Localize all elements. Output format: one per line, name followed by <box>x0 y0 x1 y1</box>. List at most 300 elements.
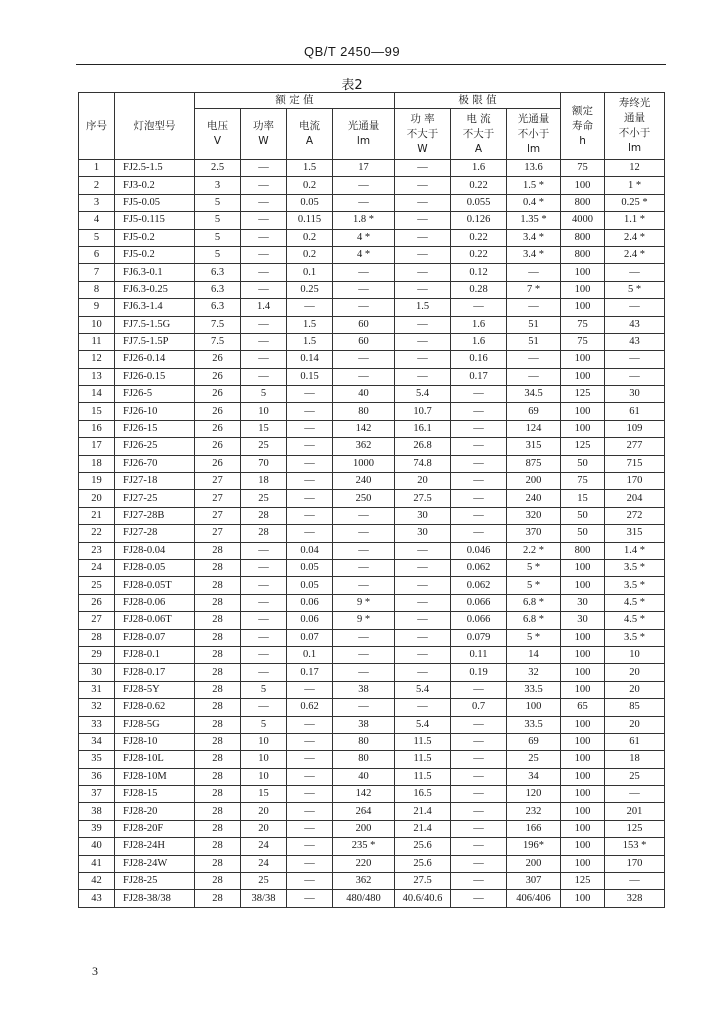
cell-limit-flux: 232 <box>507 803 561 820</box>
cell-seq: 11 <box>79 333 115 350</box>
cell-rated-life: 30 <box>561 594 605 611</box>
cell-rated-life: 15 <box>561 490 605 507</box>
cell-limit-current: 0.22 <box>451 177 507 194</box>
cell-rated-flux: 17 <box>333 160 395 177</box>
cell-rated-power: 5 <box>241 716 287 733</box>
cell-end-flux: 170 <box>605 855 665 872</box>
cell-limit-flux: 6.8 * <box>507 594 561 611</box>
table-row <box>79 490 665 507</box>
cell-limit-power: 20 <box>395 473 451 490</box>
cell-rated-voltage: 26 <box>195 420 241 437</box>
cell-rated-voltage: 6.3 <box>195 264 241 281</box>
cell-limit-current: 1.6 <box>451 316 507 333</box>
cell-model: FJ28-5G <box>115 716 195 733</box>
cell-limit-flux: 3.4 * <box>507 229 561 246</box>
cell-rated-power: 20 <box>241 820 287 837</box>
cell-rated-life: 125 <box>561 873 605 890</box>
cell-model: FJ5-0.2 <box>115 246 195 263</box>
cell-limit-current: — <box>451 681 507 698</box>
cell-limit-power: 30 <box>395 507 451 524</box>
cell-rated-flux: — <box>333 281 395 298</box>
cell-rated-life: 100 <box>561 264 605 281</box>
cell-rated-life: 800 <box>561 194 605 211</box>
cell-limit-current: — <box>451 420 507 437</box>
cell-rated-flux: — <box>333 299 395 316</box>
cell-rated-life: 100 <box>561 664 605 681</box>
cell-rated-voltage: 26 <box>195 455 241 472</box>
cell-rated-voltage: 28 <box>195 855 241 872</box>
cell-limit-flux: 406/406 <box>507 890 561 907</box>
cell-rated-power: — <box>241 351 287 368</box>
cell-limit-flux: 100 <box>507 699 561 716</box>
table-row <box>79 403 665 420</box>
cell-rated-power: — <box>241 629 287 646</box>
cell-limit-power: — <box>395 160 451 177</box>
cell-limit-power: — <box>395 246 451 263</box>
cell-rated-current: 0.62 <box>287 699 333 716</box>
cell-rated-life: 100 <box>561 559 605 576</box>
cell-rated-current: 0.05 <box>287 577 333 594</box>
cell-rated-current: 1.5 <box>287 316 333 333</box>
cell-rated-voltage: 5 <box>195 229 241 246</box>
cell-rated-voltage: 28 <box>195 681 241 698</box>
cell-rated-flux: — <box>333 264 395 281</box>
cell-rated-voltage: 6.3 <box>195 281 241 298</box>
cell-limit-flux: 14 <box>507 646 561 663</box>
cell-rated-life: 75 <box>561 473 605 490</box>
cell-rated-flux: 240 <box>333 473 395 490</box>
cell-rated-flux: 9 * <box>333 612 395 629</box>
cell-seq: 36 <box>79 768 115 785</box>
cell-rated-life: 75 <box>561 160 605 177</box>
cell-rated-flux: 4 * <box>333 229 395 246</box>
cell-limit-current: 0.22 <box>451 229 507 246</box>
cell-rated-voltage: 28 <box>195 594 241 611</box>
cell-end-flux: 30 <box>605 386 665 403</box>
cell-model: FJ27-28 <box>115 525 195 542</box>
cell-rated-voltage: 5 <box>195 194 241 211</box>
cell-end-flux: — <box>605 873 665 890</box>
cell-limit-power: 21.4 <box>395 820 451 837</box>
cell-model: FJ27-25 <box>115 490 195 507</box>
cell-rated-flux: 4 * <box>333 246 395 263</box>
cell-rated-current: 0.1 <box>287 646 333 663</box>
cell-rated-voltage: 28 <box>195 629 241 646</box>
cell-rated-flux: 235 * <box>333 838 395 855</box>
cell-rated-power: — <box>241 194 287 211</box>
cell-seq: 28 <box>79 629 115 646</box>
cell-rated-life: 100 <box>561 420 605 437</box>
cell-model: FJ28-15 <box>115 786 195 803</box>
cell-rated-current: — <box>287 716 333 733</box>
cell-model: FJ28-0.07 <box>115 629 195 646</box>
cell-rated-life: 100 <box>561 820 605 837</box>
cell-rated-life: 100 <box>561 629 605 646</box>
cell-seq: 32 <box>79 699 115 716</box>
cell-rated-life: 100 <box>561 751 605 768</box>
cell-rated-life: 100 <box>561 368 605 385</box>
table-row <box>79 890 665 907</box>
table-row <box>79 299 665 316</box>
cell-rated-flux: — <box>333 646 395 663</box>
table-row <box>79 803 665 820</box>
table-row <box>79 160 665 177</box>
cell-rated-voltage: 28 <box>195 733 241 750</box>
cell-limit-flux: 3.4 * <box>507 246 561 263</box>
cell-rated-life: 100 <box>561 351 605 368</box>
cell-limit-current: — <box>451 786 507 803</box>
table-row <box>79 438 665 455</box>
header-limit-power: 功 率 不大于 W <box>395 109 451 160</box>
cell-limit-power: — <box>395 594 451 611</box>
cell-rated-flux: 38 <box>333 716 395 733</box>
table-row <box>79 281 665 298</box>
cell-model: FJ28-0.05 <box>115 559 195 576</box>
cell-limit-current: — <box>451 855 507 872</box>
cell-rated-current: 0.2 <box>287 177 333 194</box>
table-row <box>79 559 665 576</box>
cell-seq: 38 <box>79 803 115 820</box>
cell-limit-power: 21.4 <box>395 803 451 820</box>
cell-rated-flux: — <box>333 368 395 385</box>
cell-limit-power: — <box>395 699 451 716</box>
cell-limit-current: — <box>451 525 507 542</box>
cell-end-flux: 3.5 * <box>605 629 665 646</box>
cell-rated-voltage: 28 <box>195 838 241 855</box>
cell-rated-voltage: 28 <box>195 699 241 716</box>
table-row <box>79 681 665 698</box>
cell-model: FJ28-38/38 <box>115 890 195 907</box>
cell-model: FJ26-5 <box>115 386 195 403</box>
cell-end-flux: 4.5 * <box>605 594 665 611</box>
cell-limit-flux: 6.8 * <box>507 612 561 629</box>
cell-model: FJ27-18 <box>115 473 195 490</box>
cell-limit-flux: 69 <box>507 403 561 420</box>
cell-limit-flux: 34.5 <box>507 386 561 403</box>
cell-end-flux: 85 <box>605 699 665 716</box>
cell-end-flux: 328 <box>605 890 665 907</box>
header-rated-life: 额定 寿命 h <box>561 93 605 160</box>
cell-model: FJ26-0.15 <box>115 368 195 385</box>
cell-seq: 16 <box>79 420 115 437</box>
header-end-flux: 寿终光 通量 不小于 lm <box>605 93 665 160</box>
cell-limit-power: 1.5 <box>395 299 451 316</box>
cell-model: FJ26-70 <box>115 455 195 472</box>
cell-model: FJ7.5-1.5P <box>115 333 195 350</box>
cell-rated-life: 800 <box>561 229 605 246</box>
cell-rated-voltage: 28 <box>195 542 241 559</box>
cell-rated-voltage: 27 <box>195 507 241 524</box>
cell-seq: 8 <box>79 281 115 298</box>
cell-model: FJ28-10M <box>115 768 195 785</box>
cell-limit-power: — <box>395 629 451 646</box>
cell-rated-power: 15 <box>241 786 287 803</box>
cell-model: FJ2.5-1.5 <box>115 160 195 177</box>
cell-rated-life: 4000 <box>561 212 605 229</box>
cell-limit-power: 11.5 <box>395 768 451 785</box>
table-row <box>79 368 665 385</box>
cell-limit-power: 40.6/40.6 <box>395 890 451 907</box>
table-row <box>79 733 665 750</box>
cell-limit-current: 0.11 <box>451 646 507 663</box>
cell-rated-flux: — <box>333 525 395 542</box>
cell-limit-current: 0.066 <box>451 612 507 629</box>
cell-rated-flux: 80 <box>333 403 395 420</box>
page-number: 3 <box>92 964 98 978</box>
cell-rated-flux: 142 <box>333 786 395 803</box>
cell-model: FJ28-0.06T <box>115 612 195 629</box>
cell-limit-power: — <box>395 577 451 594</box>
cell-rated-power: 15 <box>241 420 287 437</box>
cell-rated-voltage: 27 <box>195 525 241 542</box>
cell-limit-current: — <box>451 803 507 820</box>
cell-rated-current: — <box>287 455 333 472</box>
cell-rated-current: 0.05 <box>287 194 333 211</box>
header-seq: 序号 <box>79 93 115 160</box>
cell-rated-power: 20 <box>241 803 287 820</box>
cell-model: FJ28-0.05T <box>115 577 195 594</box>
cell-rated-current: — <box>287 420 333 437</box>
cell-seq: 19 <box>79 473 115 490</box>
cell-rated-flux: 142 <box>333 420 395 437</box>
cell-rated-power: — <box>241 229 287 246</box>
table-row <box>79 786 665 803</box>
table-row <box>79 351 665 368</box>
cell-rated-flux: 480/480 <box>333 890 395 907</box>
cell-limit-power: — <box>395 264 451 281</box>
cell-model: FJ28-24H <box>115 838 195 855</box>
cell-limit-flux: 166 <box>507 820 561 837</box>
cell-limit-flux: 0.4 * <box>507 194 561 211</box>
cell-limit-flux: 320 <box>507 507 561 524</box>
cell-limit-current: — <box>451 473 507 490</box>
cell-limit-flux: — <box>507 351 561 368</box>
cell-rated-current: 0.06 <box>287 594 333 611</box>
table-row <box>79 316 665 333</box>
table-row <box>79 246 665 263</box>
cell-limit-current: 0.046 <box>451 542 507 559</box>
cell-seq: 22 <box>79 525 115 542</box>
cell-limit-current: — <box>451 838 507 855</box>
table-row <box>79 229 665 246</box>
cell-rated-current: 0.15 <box>287 368 333 385</box>
cell-rated-life: 100 <box>561 646 605 663</box>
cell-limit-flux: 13.6 <box>507 160 561 177</box>
cell-rated-life: 100 <box>561 281 605 298</box>
table-row <box>79 386 665 403</box>
cell-rated-power: — <box>241 664 287 681</box>
cell-end-flux: 125 <box>605 820 665 837</box>
cell-limit-flux: 5 * <box>507 577 561 594</box>
cell-limit-flux: 33.5 <box>507 681 561 698</box>
cell-rated-current: — <box>287 890 333 907</box>
cell-limit-power: — <box>395 333 451 350</box>
cell-rated-voltage: 28 <box>195 716 241 733</box>
cell-seq: 12 <box>79 351 115 368</box>
cell-limit-power: — <box>395 664 451 681</box>
cell-seq: 20 <box>79 490 115 507</box>
table-row <box>79 177 665 194</box>
table-row <box>79 212 665 229</box>
cell-limit-current: 0.16 <box>451 351 507 368</box>
cell-rated-current: — <box>287 855 333 872</box>
cell-rated-power: — <box>241 212 287 229</box>
cell-rated-flux: — <box>333 542 395 559</box>
cell-rated-power: 5 <box>241 386 287 403</box>
cell-end-flux: 4.5 * <box>605 612 665 629</box>
cell-rated-current: 1.5 <box>287 160 333 177</box>
cell-rated-power: — <box>241 333 287 350</box>
cell-model: FJ3-0.2 <box>115 177 195 194</box>
cell-end-flux: 61 <box>605 403 665 420</box>
cell-rated-current: — <box>287 507 333 524</box>
cell-end-flux: 43 <box>605 316 665 333</box>
cell-limit-power: 26.8 <box>395 438 451 455</box>
cell-seq: 41 <box>79 855 115 872</box>
cell-limit-power: 5.4 <box>395 681 451 698</box>
cell-end-flux: 2.4 * <box>605 229 665 246</box>
table-title: 表2 <box>341 78 363 93</box>
cell-rated-power: 24 <box>241 855 287 872</box>
cell-rated-current: — <box>287 751 333 768</box>
cell-rated-voltage: 28 <box>195 803 241 820</box>
cell-rated-power: 24 <box>241 838 287 855</box>
cell-rated-power: — <box>241 559 287 576</box>
cell-model: FJ6.3-0.1 <box>115 264 195 281</box>
cell-model: FJ28-20F <box>115 820 195 837</box>
cell-rated-current: — <box>287 681 333 698</box>
cell-end-flux: 18 <box>605 751 665 768</box>
cell-seq: 31 <box>79 681 115 698</box>
table-row <box>79 612 665 629</box>
cell-rated-voltage: 26 <box>195 368 241 385</box>
cell-end-flux: 10 <box>605 646 665 663</box>
cell-end-flux: 272 <box>605 507 665 524</box>
cell-model: FJ28-5Y <box>115 681 195 698</box>
cell-rated-current: 0.2 <box>287 246 333 263</box>
cell-rated-current: — <box>287 733 333 750</box>
cell-end-flux: — <box>605 786 665 803</box>
table-row <box>79 525 665 542</box>
cell-limit-power: 5.4 <box>395 386 451 403</box>
header-rated-voltage: 电压 V <box>195 109 241 160</box>
table-row <box>79 194 665 211</box>
cell-limit-power: 11.5 <box>395 733 451 750</box>
cell-rated-flux: 362 <box>333 873 395 890</box>
cell-rated-life: 800 <box>561 246 605 263</box>
cell-seq: 25 <box>79 577 115 594</box>
cell-limit-power: 25.6 <box>395 855 451 872</box>
cell-limit-flux: — <box>507 368 561 385</box>
cell-rated-current: 0.07 <box>287 629 333 646</box>
header-limit-flux: 光通量 不小于 lm <box>507 109 561 160</box>
cell-rated-flux: — <box>333 699 395 716</box>
cell-rated-current: — <box>287 386 333 403</box>
cell-rated-current: 0.115 <box>287 212 333 229</box>
cell-seq: 40 <box>79 838 115 855</box>
cell-limit-current: — <box>451 733 507 750</box>
cell-rated-power: — <box>241 699 287 716</box>
table-row <box>79 594 665 611</box>
cell-end-flux: 201 <box>605 803 665 820</box>
cell-rated-current: — <box>287 403 333 420</box>
cell-rated-flux: — <box>333 194 395 211</box>
cell-seq: 23 <box>79 542 115 559</box>
cell-seq: 2 <box>79 177 115 194</box>
cell-rated-voltage: 28 <box>195 786 241 803</box>
cell-model: FJ26-25 <box>115 438 195 455</box>
cell-rated-current: 1.5 <box>287 333 333 350</box>
cell-limit-flux: 33.5 <box>507 716 561 733</box>
table-row <box>79 629 665 646</box>
cell-limit-current: 0.28 <box>451 281 507 298</box>
cell-rated-flux: — <box>333 664 395 681</box>
cell-end-flux: 2.4 * <box>605 246 665 263</box>
cell-rated-flux: 250 <box>333 490 395 507</box>
cell-rated-current: 0.06 <box>287 612 333 629</box>
cell-limit-current: 1.6 <box>451 160 507 177</box>
cell-end-flux: 0.25 * <box>605 194 665 211</box>
cell-rated-power: 1.4 <box>241 299 287 316</box>
cell-rated-current: — <box>287 473 333 490</box>
cell-seq: 21 <box>79 507 115 524</box>
cell-limit-power: 10.7 <box>395 403 451 420</box>
cell-rated-flux: 220 <box>333 855 395 872</box>
cell-limit-flux: 875 <box>507 455 561 472</box>
cell-seq: 33 <box>79 716 115 733</box>
cell-model: FJ28-20 <box>115 803 195 820</box>
cell-rated-power: 25 <box>241 490 287 507</box>
cell-rated-voltage: 5 <box>195 246 241 263</box>
cell-end-flux: 1 * <box>605 177 665 194</box>
cell-rated-current: — <box>287 873 333 890</box>
cell-limit-current: 0.062 <box>451 577 507 594</box>
table-row <box>79 646 665 663</box>
cell-limit-flux: 307 <box>507 873 561 890</box>
cell-end-flux: 20 <box>605 716 665 733</box>
cell-limit-current: — <box>451 455 507 472</box>
cell-end-flux: 61 <box>605 733 665 750</box>
cell-rated-voltage: 28 <box>195 820 241 837</box>
cell-limit-power: — <box>395 542 451 559</box>
cell-end-flux: 1.4 * <box>605 542 665 559</box>
cell-seq: 5 <box>79 229 115 246</box>
cell-seq: 6 <box>79 246 115 263</box>
cell-limit-current: — <box>451 890 507 907</box>
cell-end-flux: 3.5 * <box>605 577 665 594</box>
cell-rated-voltage: 7.5 <box>195 316 241 333</box>
cell-rated-flux: — <box>333 177 395 194</box>
cell-limit-current: — <box>451 386 507 403</box>
cell-end-flux: 12 <box>605 160 665 177</box>
cell-seq: 24 <box>79 559 115 576</box>
cell-rated-current: 0.17 <box>287 664 333 681</box>
cell-rated-power: — <box>241 160 287 177</box>
cell-model: FJ28-10 <box>115 733 195 750</box>
cell-rated-current: 0.1 <box>287 264 333 281</box>
cell-rated-power: 28 <box>241 507 287 524</box>
cell-rated-life: 100 <box>561 733 605 750</box>
header-rated-power: 功率 W <box>241 109 287 160</box>
table-row <box>79 577 665 594</box>
cell-rated-power: — <box>241 246 287 263</box>
cell-model: FJ7.5-1.5G <box>115 316 195 333</box>
cell-limit-power: — <box>395 351 451 368</box>
cell-limit-current: 0.079 <box>451 629 507 646</box>
cell-rated-power: — <box>241 177 287 194</box>
table-row <box>79 542 665 559</box>
cell-limit-flux: — <box>507 299 561 316</box>
